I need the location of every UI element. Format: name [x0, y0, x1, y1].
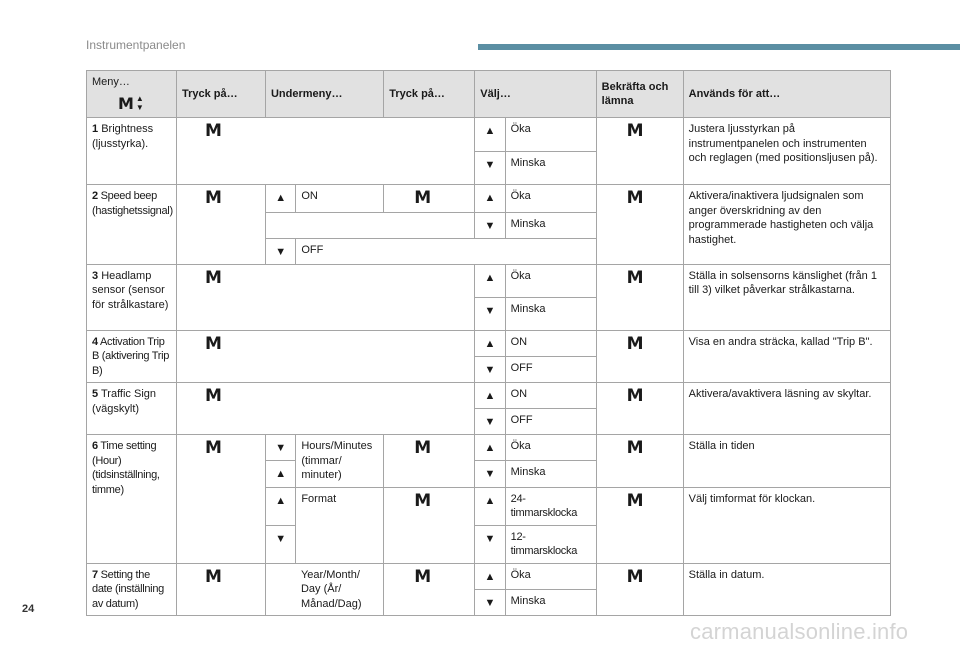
menu-table: [86, 70, 891, 616]
menu-button-icon: M: [626, 188, 644, 208]
option-label: Minska: [505, 212, 596, 238]
menu-button-icon: M: [205, 333, 222, 354]
option-label: Öka: [505, 264, 596, 297]
row-label: 3 Headlamp sensor (sensor för strålkastare): [87, 264, 177, 330]
menu-button-icon: M: [626, 490, 644, 511]
col-menu: Meny… M ▲ ▼: [87, 71, 177, 118]
menu-button-icon: M: [205, 188, 222, 208]
down-arrow-icon: ▼: [265, 238, 295, 264]
menu-button-icon: M: [414, 490, 432, 511]
submenu-label: OFF: [296, 238, 596, 264]
description: Ställa in solsensorns känslighet (från 1 till 3) vilket påverkar strålkastarna.: [683, 264, 890, 330]
col-submenu: Undermeny…: [265, 71, 383, 118]
option-label: Minska: [505, 297, 596, 330]
menu-button-icon: M: [205, 566, 222, 587]
up-arrow-icon: ▲: [265, 185, 295, 213]
confirm-cell: [596, 118, 683, 185]
submenu-label: Hours/Minutes (timmar/ minuter): [296, 435, 384, 488]
option-label: Minska: [505, 152, 596, 185]
down-arrow-icon: ▼: [475, 589, 505, 615]
description: Aktivera/inaktivera ljudsignalen som anger överskridning av den programmerade hastigheten och välja hastighet.: [683, 185, 890, 265]
down-arrow-icon: ▼: [475, 461, 505, 487]
down-arrow-icon: ▼: [135, 102, 144, 112]
menu-button-icon: M: [205, 386, 222, 406]
down-arrow-icon: ▼: [475, 525, 505, 563]
up-arrow-icon: ▲: [265, 461, 295, 487]
confirm-cell: [596, 330, 683, 383]
up-arrow-icon: ▲: [475, 118, 505, 152]
press-cell: [177, 330, 475, 383]
confirm-cell: [596, 185, 683, 265]
up-arrow-icon: ▲: [135, 93, 144, 103]
down-arrow-icon: ▼: [475, 356, 505, 382]
down-arrow-icon: ▼: [475, 212, 505, 238]
press-cell: [177, 185, 266, 265]
press-cell: [177, 563, 266, 616]
table-row: [87, 383, 891, 409]
option-label: ON: [505, 383, 596, 409]
up-arrow-icon: ▲: [475, 435, 505, 461]
description: Visa en andra sträcka, kallad "Trip B".: [683, 330, 890, 383]
press-cell: [384, 435, 475, 488]
row-label: 1 Brightness (ljusstyrka).: [87, 118, 177, 185]
option-label: ON: [505, 330, 596, 356]
option-label: Öka: [505, 118, 596, 152]
col-confirm: Bekräfta och lämna: [596, 71, 683, 118]
menu-button-icon: M: [118, 94, 134, 114]
col-press1: Tryck på…: [177, 71, 266, 118]
up-arrow-icon: ▲: [475, 185, 505, 213]
menu-button-icon: M: [414, 438, 432, 458]
confirm-cell: [596, 487, 683, 563]
section-title: Instrumentpanelen: [86, 38, 186, 52]
confirm-cell: [596, 264, 683, 330]
table-header-row: [87, 71, 891, 118]
header-accent-bar: [478, 44, 960, 50]
menu-button-icon: M: [414, 566, 432, 587]
confirm-cell: [596, 435, 683, 488]
menu-button-icon: M: [626, 566, 644, 587]
option-label: Öka: [505, 185, 596, 213]
press-cell: [384, 185, 475, 213]
up-arrow-icon: ▲: [475, 487, 505, 525]
description: Aktivera/avaktivera läsning av skyltar.: [683, 383, 890, 435]
description: Ställa in datum.: [683, 563, 890, 616]
menu-nav-icon: [118, 94, 171, 112]
menu-button-icon: M: [626, 386, 644, 406]
col-select: Välj…: [475, 71, 596, 118]
page-number: 24: [22, 603, 35, 615]
up-arrow-icon: ▲: [475, 264, 505, 297]
down-arrow-icon: ▼: [265, 435, 295, 461]
table-row: [87, 264, 891, 297]
row-label: 5 Traffic Sign (vägskylt): [87, 383, 177, 435]
row-label: 4 Activation Trip B (aktivering Trip B): [87, 330, 177, 383]
table-row: [87, 330, 891, 356]
row-label: 2 Speed beep (hastighetssignal): [87, 185, 177, 265]
option-label: OFF: [505, 356, 596, 382]
option-label: Minska: [505, 589, 596, 615]
up-arrow-icon: ▲: [475, 563, 505, 589]
confirm-cell: [596, 383, 683, 435]
down-arrow-icon: ▼: [475, 152, 505, 185]
option-label: 12-timmarsklocka: [505, 525, 596, 563]
menu-button-icon: M: [626, 121, 644, 141]
watermark: carmanualsonline.info: [690, 619, 909, 644]
description: Justera ljusstyrkan på instrumentpanelen och instrumenten och reglagen (med positionsljusen på).: [683, 118, 890, 185]
option-label: Öka: [505, 435, 596, 461]
option-label: Minska: [505, 461, 596, 487]
option-label: OFF: [505, 409, 596, 435]
press-cell: [177, 435, 266, 564]
press-cell: [384, 563, 475, 616]
row-label: 7 Setting the date (inställning av datum): [87, 563, 177, 616]
submenu-label: ON: [296, 185, 384, 213]
down-arrow-icon: ▼: [475, 297, 505, 330]
menu-button-icon: M: [626, 267, 644, 288]
table-row: [87, 435, 891, 461]
press-cell: [177, 118, 475, 185]
table-row: [87, 185, 891, 213]
col-press2: Tryck på…: [384, 71, 475, 118]
submenu-label: Format: [296, 487, 384, 563]
press-cell: [177, 264, 475, 330]
submenu-label: Year/Month/ Day (År/ Månad/Dag): [265, 563, 383, 616]
table-row: [87, 118, 891, 152]
confirm-cell: [596, 563, 683, 616]
menu-button-icon: M: [205, 267, 222, 288]
option-label: Öka: [505, 563, 596, 589]
col-used-for: Används för att…: [683, 71, 890, 118]
row-label: 6 Time setting (Hour) (tidsinställning, timme): [87, 435, 177, 564]
menu-button-icon: M: [414, 188, 432, 208]
up-arrow-icon: ▲: [475, 383, 505, 409]
menu-button-icon: M: [626, 438, 644, 458]
down-arrow-icon: ▼: [475, 409, 505, 435]
table-row: [87, 563, 891, 589]
description: Välj timformat för klockan.: [683, 487, 890, 563]
menu-button-icon: M: [205, 438, 222, 458]
menu-button-icon: M: [626, 333, 644, 354]
up-arrow-icon: ▲: [265, 487, 295, 525]
up-arrow-icon: ▲: [475, 330, 505, 356]
description: Ställa in tiden: [683, 435, 890, 488]
option-label: 24-timmarsklocka: [505, 487, 596, 525]
menu-button-icon: M: [205, 121, 222, 141]
press-cell: [384, 487, 475, 563]
down-arrow-icon: ▼: [265, 525, 295, 563]
press-cell: [177, 383, 475, 435]
